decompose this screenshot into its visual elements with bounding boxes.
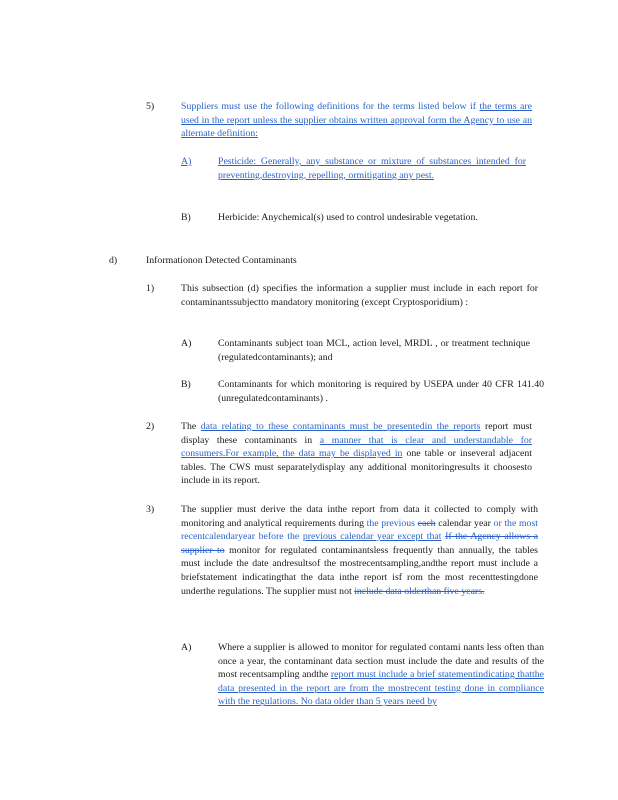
item-5-intro: Suppliers must use the following definitions for the terms listed below if: [181, 101, 477, 112]
d3-text: The supplier must derive the data inthe report from data it collected to comply with monitoring and analytical requirements during the previous each calendar year or the most recentcalendaryear before the previous calendar year except that If the Agency allows a supplier to monitor for regulated contaminantsless frequently than annually, the tables must include the date andresultsof the mostrecentsampling,andthe report must include a briefstatement indicatingthat the data inthe report isf rom the most recenttestingdone underthe regulations. The supplier must not include data olderthan five years.: [181, 504, 538, 597]
d3a-text: Where a supplier is allowed to monitor for regulated contami nants less often than once a year, the contaminant data section must include the date and results of the most recentsampling andthe report must include a brief statementindicating thatthe data presented in the report are from the mostrecent testing done in compliance with the regulations. No data older than 5 years need by: [218, 642, 544, 708]
d3-underlined-1: previous calendar year except that: [302, 531, 442, 543]
d3a-underlined: report must include a brief statementindicating thatthe data presented in the report are from the mostrecent testing done in compliance with the regulations. No data older than 5 years need by: [218, 669, 544, 708]
d3a-label: A): [181, 642, 192, 653]
d1-number: 1): [146, 283, 155, 294]
d2-text: The data relating to these contaminants must be presentedin the reports report must display these contaminants in a manner that is clear and understandable for consumers.For example, the data may be displayed in one table or inseveral adjacent tables. The CWS must separatelydisplay any additional monitoringresults it choosesto include in its report.: [181, 421, 533, 487]
section-d-title: Informationon Detected Contaminants: [146, 255, 297, 266]
d3-struck-each: each: [417, 517, 436, 529]
item-5b-text: Herbicide: Anychemical(s) used to control undesirable vegetation.: [218, 212, 478, 223]
item-5a-label: A): [181, 156, 192, 167]
d3-struck-3: include data olderthan five years.: [354, 585, 485, 597]
d1a-label: A): [181, 338, 192, 349]
item-5-number: 5): [146, 101, 155, 112]
item-5b-label: B): [181, 212, 191, 223]
item-5-text: [181, 100, 532, 141]
d2-underlined-2: a manner that is clear and understandable for consumers.For example, the data may be displayed in: [181, 434, 532, 460]
item-5a-text: Pesticide: Generally, any substance or mixture of substances intended for preventing,destroying, repelling, ormitigating any pest.: [218, 156, 526, 181]
d1a-text: Contaminants subject toan MCL, action level, MRDL , or treatment technique (regulatedcontaminants); and: [218, 338, 530, 363]
d3-number: 3): [146, 504, 155, 515]
d3-struck-2: If the Agency allows a supplier to: [181, 531, 538, 556]
d1-text: This subsection (d) specifies the information a supplier must include in each report for contaminantssubjectto mandatory monitoring (except Cryptosporidium) :: [181, 283, 538, 308]
item-5-underlined: the terms are used in the report unless the supplier obtains written approval form the Agency to use an alternate definition:: [181, 101, 532, 140]
d2-number: 2): [146, 421, 155, 432]
section-d-label: d): [109, 255, 118, 266]
d1b-label: B): [181, 379, 191, 390]
d2-underlined-1: data relating to these contaminants must be presentedin the reports: [200, 421, 481, 432]
d1b-text: Contaminants for which monitoring is required by USEPA under 40 CFR 141.40 (unregulatedcontaminants) .: [218, 379, 544, 404]
